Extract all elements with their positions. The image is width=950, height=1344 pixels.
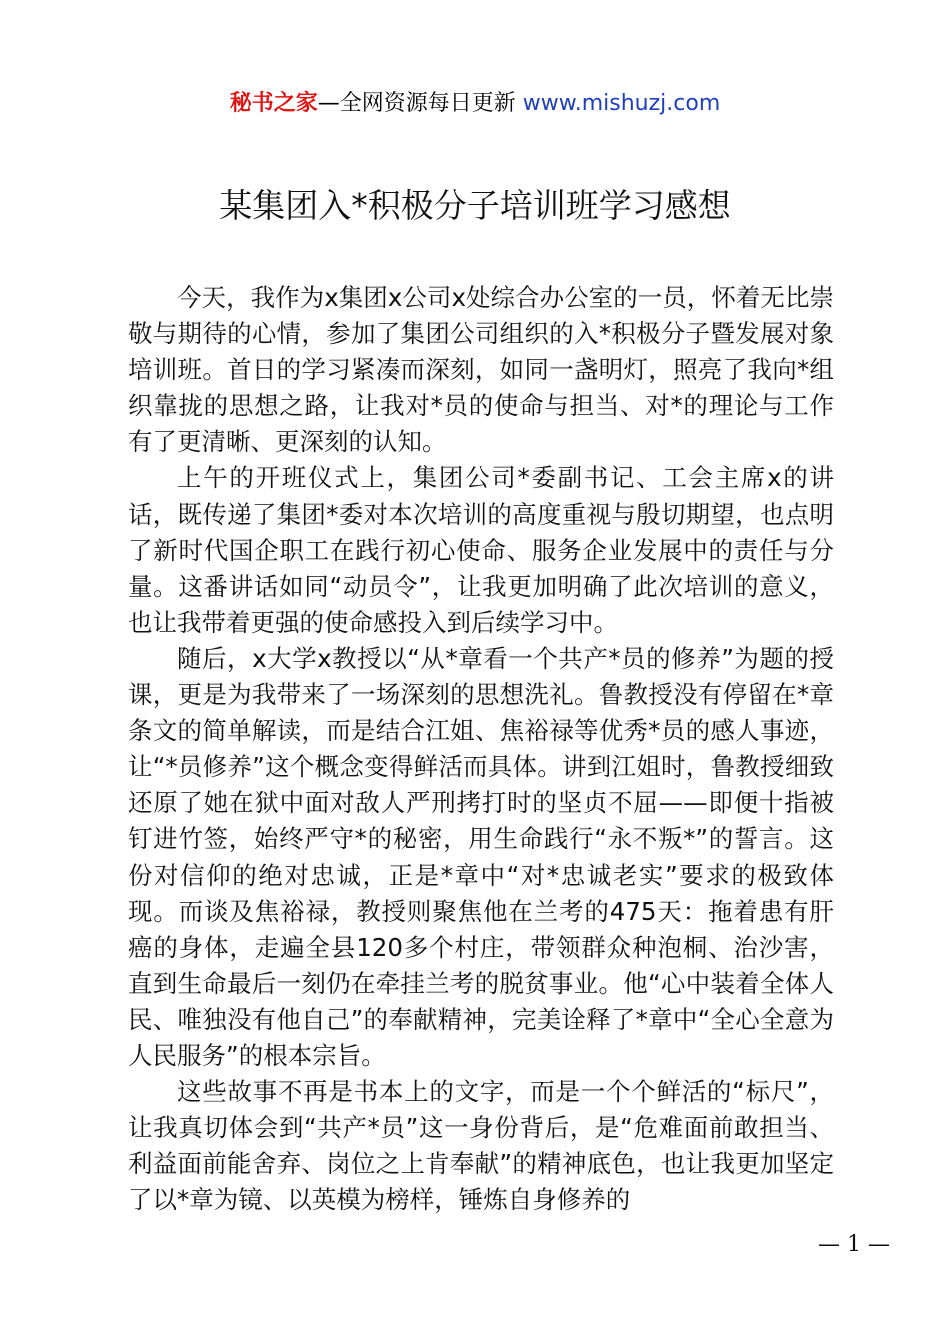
brand-name: 秘书之家 xyxy=(229,91,318,116)
paragraph: 今天，我作为x集团x公司x处综合办公室的一员，怀着无比崇敬与期待的心情，参加了集团公司组织的入*积极分子暨发展对象培训班。首日的学习紧凑而深刻，如同一盏明灯，照亮了我向*组织靠拢的思想之路，让我对*员的使命与担当、对*的理论与工作有了更清晰、更深刻的认知。 xyxy=(128,283,834,457)
paragraph: 随后，x大学x教授以“从*章看一个共产*员的修养”为题的授课，更是为我带来了一场深刻的思想洗礼。鲁教授没有停留在*章条文的简单解读，而是结合江姐、焦裕禄等优秀*员的感人事迹，让“*员修养”这个概念变得鲜活而具体。讲到江姐时，鲁教授细致还原了她在狱中面对敌人严刑拷打时的坚贞不屈——即便十指被钉进竹签，始终严守*的秘密，用生命践行“永不叛*”的誓言。这份对信仰的绝对忠诚，正是*章中“对*忠诚老实”要求的极致体现。而谈及焦裕禄，教授则聚焦他在兰考的475天：拖着患有肝癌的身体，走遍全县120多个村庄，带领群众种泡桐、治沙害，直到生命最后一刻仍在牵挂兰考的脱贫事业。他“心中装着全体人民、唯独没有他自己”的奉献精神，完美诠释了*章中“全心全意为人民服务”的根本宗旨。 xyxy=(128,643,834,1070)
site-header xyxy=(0,88,950,120)
document-title: 某集团入*积极分子培训班学习感想 xyxy=(219,186,731,225)
header-tagline: —全网资源每日更新 xyxy=(317,91,523,116)
document-body xyxy=(128,280,834,1218)
paragraph: 这些故事不再是书本上的文字，而是一个个鲜活的“标尺”，让我真切体会到“共产*员”这一身份背后，是“危难面前敢担当、利益面前能舍弃、岗位之上肯奉献”的精神底色，也让我更加坚定了以*章为镜、以英模为榜样，锤炼自身修养的 xyxy=(128,1077,834,1215)
site-url[interactable]: www.mishuzj.com xyxy=(522,91,721,116)
paragraph: 上午的开班仪式上，集团公司*委副书记、工会主席x的讲话，既传递了集团*委对本次培训的高度重视与殷切期望，也点明了新时代国企职工在践行初心使命、服务企业发展中的责任与分量。这番讲话如同“动员令”，让我更加明确了此次培训的意义，也让我带着更强的使命感投入到后续学习中。 xyxy=(128,463,834,637)
page-number: — 1 — xyxy=(818,1232,890,1257)
